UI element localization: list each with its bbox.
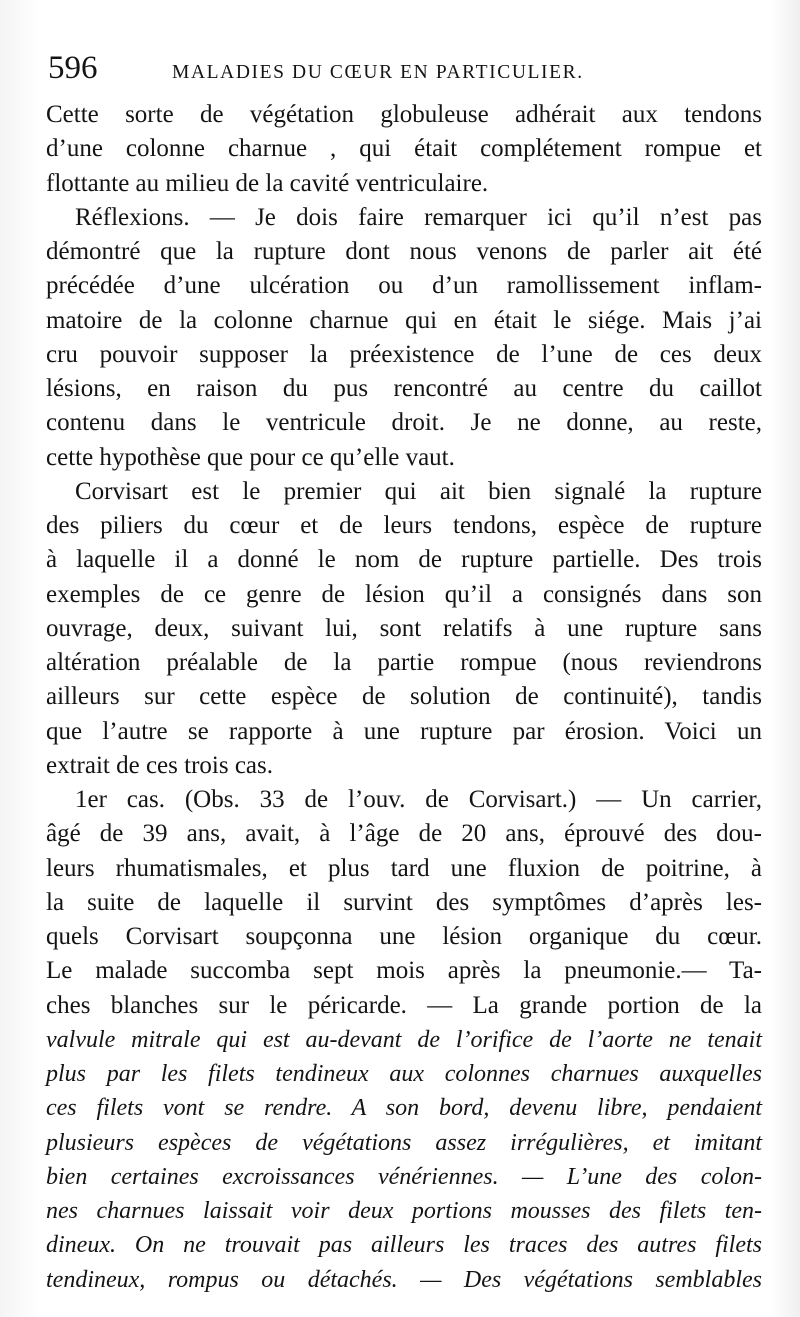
text-line: leurs rhumatismales, et plus tard une fluxion de poitrine, à [46, 854, 762, 882]
text-line: Corvisart est le premier qui ait bien signalé la rupture [75, 477, 762, 505]
body-text [46, 98, 762, 1297]
text-line: démontré que la rupture dont nous venons de parler ait été [46, 238, 762, 265]
text-line: 1er cas. (Obs. 33 de l’ouv. de Corvisart.) — Un carrier, [75, 786, 762, 813]
text-line: à laquelle il a donné le nom de rupture partielle. Des trois [46, 546, 762, 574]
text-line: que l’autre se rapporte à une rupture par érosion. Voici un [46, 717, 762, 745]
text-line: nes charnues laissait voir deux portions mousses des filets ten- [46, 1198, 762, 1224]
text-line: ouvrage, deux, suivant lui, sont relatifs à une rupture sans [46, 614, 762, 642]
text-line: Réflexions. — Je dois faire remarquer ici qu’il n’est pas [75, 203, 762, 231]
text-line: lésions, en raison du pus rencontré au centre du caillot [46, 375, 762, 402]
text-line: exemples de ce genre de lésion qu’il a consignés dans son [46, 580, 762, 608]
text-line: plusieurs espèces de végétations assez irrégulières, et imitant [46, 1129, 762, 1156]
text-line: extrait de ces trois cas. [46, 751, 273, 779]
text-line: précédée d’une ulcération ou d’un ramollissement inflam- [46, 272, 762, 300]
page-number: 596 [48, 50, 98, 86]
text-line: ches blanches sur le péricarde. — La grande portion de la [46, 991, 762, 1019]
text-line: dineux. On ne trouvait pas ailleurs les traces des autres filets [46, 1232, 762, 1259]
running-title: MALADIES DU CŒUR EN PARTICULIER. [172, 62, 584, 83]
text-line: cette hypothèse que pour ce qu’elle vaut. [46, 443, 455, 471]
text-line: ailleurs sur cette espèce de solution de continuité), tandis [46, 683, 762, 711]
text-line: tendineux, rompus ou détachés. — Des végétations semblables [46, 1266, 762, 1293]
text-line: matoire de la colonne charnue qui en était le siége. Mais j’ai [46, 306, 762, 334]
text-line: valvule mitrale qui est au-devant de l’orifice de l’aorte ne tenait [46, 1026, 762, 1053]
text-line: des piliers du cœur et de leurs tendons, espèce de rupture [46, 512, 762, 539]
text-line: altération préalable de la partie rompue (nous reviendrons [46, 649, 762, 676]
text-line: flottante au milieu de la cavité ventriculaire. [46, 169, 489, 197]
text-line: d’une colonne charnue , qui était complétement rompue et [46, 135, 762, 163]
text-line: Cette sorte de végétation globuleuse adhérait aux tendons [46, 101, 762, 128]
text-line: quels Corvisart soupçonna une lésion organique du cœur. [46, 923, 762, 950]
text-line: plus par les filets tendineux aux colonnes charnues auxquelles [46, 1061, 762, 1087]
text-line: Le malade succomba sept mois après la pneumonie.— Ta- [46, 957, 762, 985]
text-line: contenu dans le ventricule droit. Je ne donne, au reste, [46, 409, 762, 437]
text-line: cru pouvoir supposer la préexistence de l’une de ces deux [46, 340, 762, 368]
text-line: âgé de 39 ans, avait, à l’âge de 20 ans, éprouvé des dou- [46, 820, 762, 848]
text-line: la suite de laquelle il survint des symptômes d’après les- [46, 888, 762, 916]
text-line: ces filets vont se rendre. A son bord, devenu libre, pendaient [46, 1095, 762, 1122]
page-header [48, 48, 760, 88]
text-line: bien certaines excroissances vénériennes. — L’une des colon- [46, 1163, 762, 1190]
